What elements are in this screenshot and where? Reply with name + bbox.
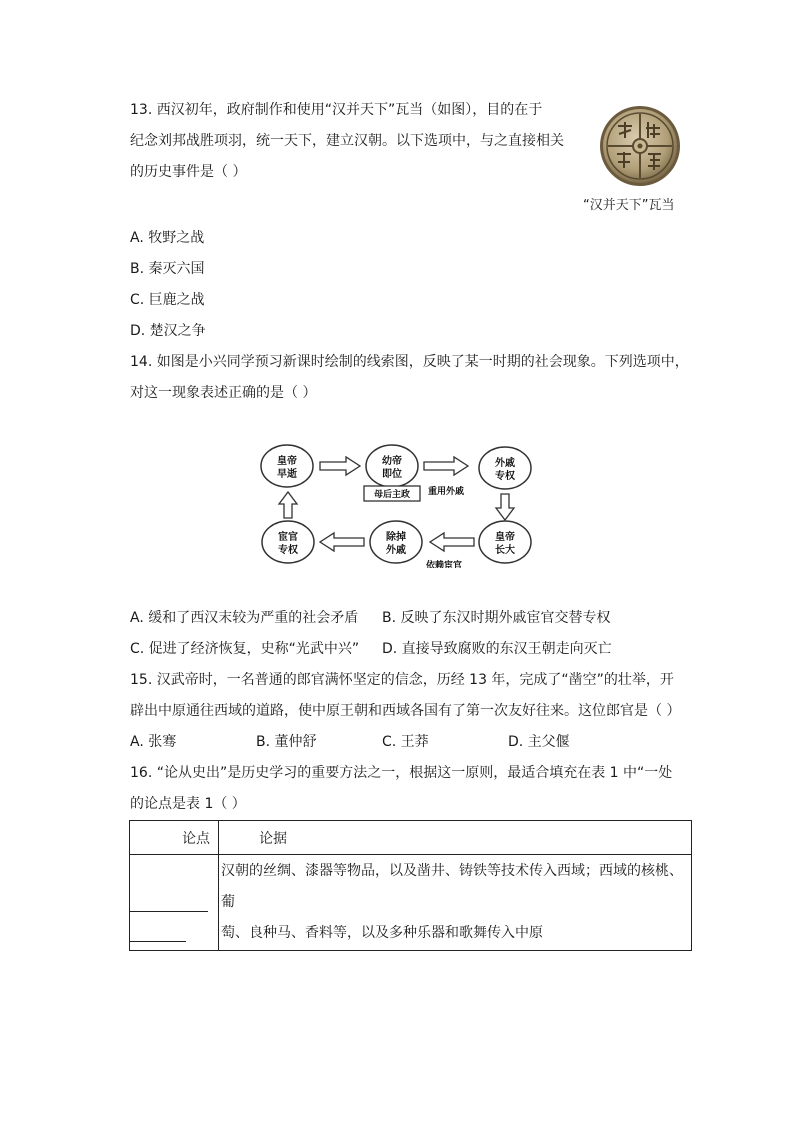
box-empress-dowager xyxy=(364,486,420,501)
svg-text:即位: 即位 xyxy=(382,469,402,480)
svg-text:长大: 长大 xyxy=(495,545,515,556)
evidence-line-1: 汉朝的丝绸、漆器等物品，以及凿井、铸铁等技术传入西域；西域的核桃、葡 xyxy=(221,863,683,910)
q13-line-2: 纪念刘邦战胜项羽，统一天下，建立汉朝。以下选项中，与之直接相关 xyxy=(130,133,564,149)
node-child-emperor xyxy=(366,445,418,487)
blank-line-1 xyxy=(130,911,208,912)
q13-option-a[interactable]: A. 牧野之战 xyxy=(130,230,205,246)
q13-option-c[interactable]: C. 巨鹿之战 xyxy=(130,292,205,308)
q15-option-b[interactable]: B. 董仲舒 xyxy=(256,734,317,750)
evidence-line-2: 萄、良种马、香料等，以及多种乐器和歌舞传入中原 xyxy=(221,925,543,941)
q14-option-a[interactable]: A. 缓和了西汉末较为严重的社会矛盾 xyxy=(130,610,359,626)
svg-text:外戚: 外戚 xyxy=(386,545,406,556)
q15-line-1: 15. 汉武帝时，一名普通的郎官满怀坚定的信念，历经 13 年，完成了“凿空”的壮举，开 xyxy=(130,672,674,688)
q13-stem xyxy=(130,100,580,193)
header-point: 论点 xyxy=(130,821,219,855)
node-consort-power xyxy=(479,447,531,489)
svg-text:专权: 专权 xyxy=(278,545,298,556)
node-eunuch-power xyxy=(262,521,314,563)
table-1 xyxy=(129,820,692,951)
table-header-row xyxy=(130,821,692,855)
table-data-row xyxy=(130,855,692,951)
svg-text:除掉: 除掉 xyxy=(386,532,406,543)
q15-line-2: 辟出中原通往西域的道路，使中原王朝和西域各国有了第一次友好往来。这位郎官是（ ） xyxy=(130,703,681,719)
q16-line-1: 16. “论从史出”是历史学习的重要方法之一，根据这一原则，最适合填充在表 1 中“一处 xyxy=(130,765,673,781)
arrow-right-2 xyxy=(424,457,468,475)
arrow-left-2 xyxy=(320,533,364,551)
q16-line-2: 的论点是表 1（ ） xyxy=(130,796,246,812)
q14-option-d[interactable]: D. 直接导致腐败的东汉王朝走向灭亡 xyxy=(382,641,612,657)
svg-text:皇帝: 皇帝 xyxy=(277,456,297,467)
tile-caption: “汉并天下”瓦当 xyxy=(583,198,675,213)
svg-text:皇帝: 皇帝 xyxy=(495,532,515,543)
q15-option-c[interactable]: C. 王莽 xyxy=(382,734,429,750)
q14-option-b[interactable]: B. 反映了东汉时期外戚宦官交替专权 xyxy=(382,610,611,626)
node-emperor-dies xyxy=(261,445,313,487)
svg-text:母后主政: 母后主政 xyxy=(373,490,411,500)
header-evidence: 论据 xyxy=(219,821,692,855)
arrow-down xyxy=(496,494,514,520)
q13-line-3: 的历史事件是（ ） xyxy=(130,164,247,180)
han-tile-image xyxy=(598,104,682,188)
q14-option-c[interactable]: C. 促进了经济恢复，史称“光武中兴” xyxy=(130,641,360,657)
label-rely-consort: 重用外戚 xyxy=(427,487,465,497)
cycle-diagram xyxy=(258,438,538,572)
roof-tile-icon xyxy=(598,104,682,188)
arrow-left-1 xyxy=(430,533,474,551)
q13-option-b[interactable]: B. 秦灭六国 xyxy=(130,261,205,277)
svg-text:专权: 专权 xyxy=(495,471,515,482)
point-blank-cell[interactable] xyxy=(130,855,219,951)
q14-line-1: 14. 如图是小兴同学预习新课时绘制的线索图，反映了某一时期的社会现象。下列选项中， xyxy=(130,354,689,370)
svg-text:早逝: 早逝 xyxy=(277,469,297,480)
q15-option-d[interactable]: D. 主父偃 xyxy=(508,734,570,750)
node-remove-consort xyxy=(370,521,422,563)
node-emperor-grows xyxy=(479,521,531,563)
evidence-cell xyxy=(219,855,692,951)
svg-text:外戚: 外戚 xyxy=(495,458,515,469)
q14-line-2: 对这一现象表述正确的是（ ） xyxy=(130,385,317,401)
label-rely-eunuch: 依赖宦官 xyxy=(425,561,463,568)
q15-option-a[interactable]: A. 张骞 xyxy=(130,734,177,750)
q13-line-1: 13. 西汉初年，政府制作和使用“汉并天下”瓦当（如图），目的在于 xyxy=(130,102,543,118)
arrow-right-1 xyxy=(320,457,360,475)
arrow-up xyxy=(279,492,297,518)
q13-option-d[interactable]: D. 楚汉之争 xyxy=(130,323,206,339)
blank-line-2 xyxy=(130,941,186,942)
svg-text:宦官: 宦官 xyxy=(278,532,298,543)
svg-text:幼帝: 幼帝 xyxy=(382,456,402,467)
